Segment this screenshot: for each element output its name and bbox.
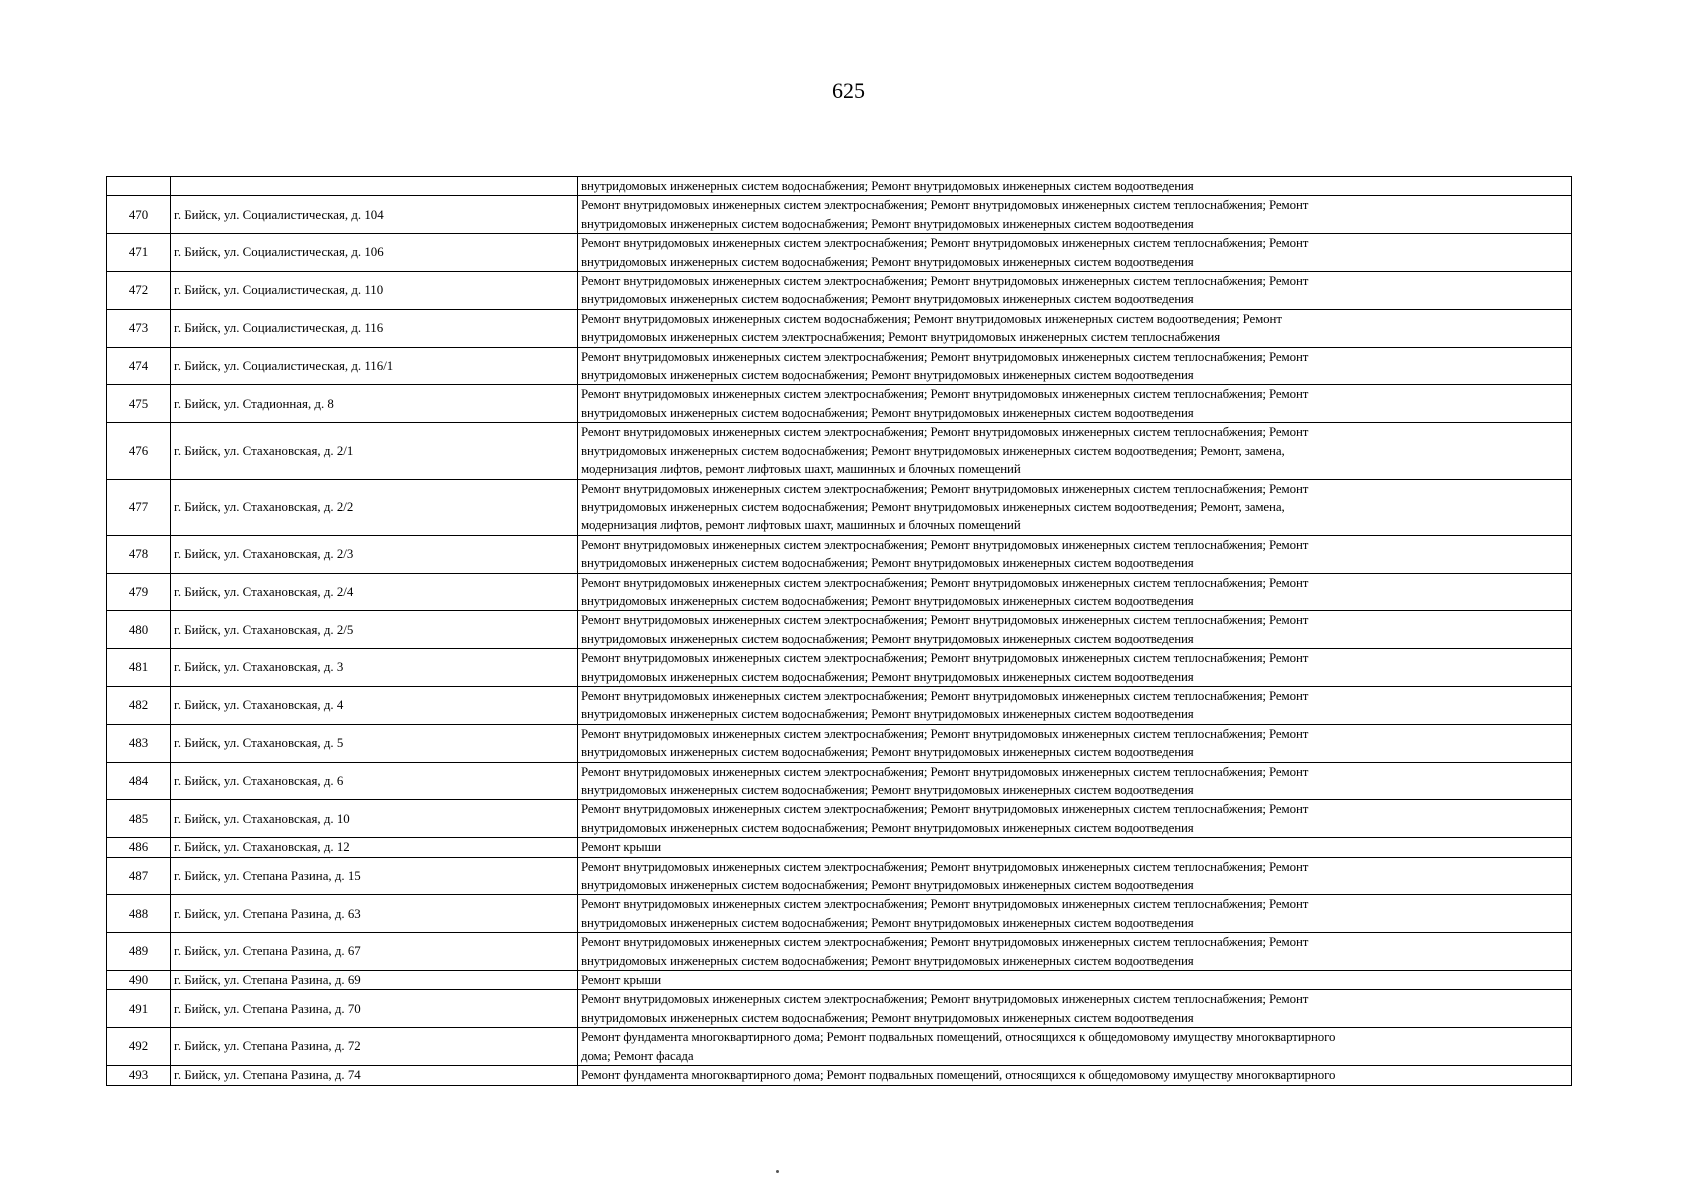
table-row <box>107 971 1572 990</box>
works-cell: Ремонт крыши <box>578 838 1572 857</box>
table-row <box>107 1028 1572 1066</box>
row-number-cell: 487 <box>107 857 171 895</box>
row-number-cell: 474 <box>107 347 171 385</box>
table-row <box>107 272 1572 310</box>
row-number-cell: 477 <box>107 479 171 535</box>
works-cell: Ремонт фундамента многоквартирного дома; Ремонт подвальных помещений, относящихся к общедомовому имуществу многоквартирного <box>578 1066 1572 1085</box>
page-number: 625 <box>832 78 865 103</box>
row-number-cell: 483 <box>107 724 171 762</box>
scan-speck <box>776 1170 779 1173</box>
table-row <box>107 800 1572 838</box>
address-cell: г. Бийск, ул. Стахановская, д. 2/2 <box>171 479 578 535</box>
table-row <box>107 686 1572 724</box>
works-cell: Ремонт внутридомовых инженерных систем электроснабжения; Ремонт внутридомовых инженерных систем теплоснабжения; Ремонт внутридомовых инженерных систем водоснабжения; Ремонт внутридомовых инженерных систем водоотведения <box>578 933 1572 971</box>
table-row <box>107 385 1572 423</box>
row-number-cell: 475 <box>107 385 171 423</box>
address-cell: г. Бийск, ул. Стахановская, д. 3 <box>171 649 578 687</box>
address-cell: г. Бийск, ул. Социалистическая, д. 116/1 <box>171 347 578 385</box>
table-row <box>107 347 1572 385</box>
works-cell: Ремонт фундамента многоквартирного дома; Ремонт подвальных помещений, относящихся к общедомовому имуществу многоквартирного дома; Ремонт фасада <box>578 1028 1572 1066</box>
address-cell: г. Бийск, ул. Стадионная, д. 8 <box>171 385 578 423</box>
table-row <box>107 573 1572 611</box>
address-cell: г. Бийск, ул. Степана Разина, д. 72 <box>171 1028 578 1066</box>
works-cell: Ремонт внутридомовых инженерных систем электроснабжения; Ремонт внутридомовых инженерных систем теплоснабжения; Ремонт внутридомовых инженерных систем водоснабжения; Ремонт внутридомовых инженерных систем водоотведения <box>578 272 1572 310</box>
registry-table-body <box>107 177 1572 1086</box>
table-row <box>107 479 1572 535</box>
row-number-cell: 476 <box>107 423 171 479</box>
works-cell: Ремонт внутридомовых инженерных систем электроснабжения; Ремонт внутридомовых инженерных систем теплоснабжения; Ремонт внутридомовых инженерных систем водоснабжения; Ремонт внутридомовых инженерных систем водоотведения <box>578 611 1572 649</box>
row-number-cell: 480 <box>107 611 171 649</box>
row-number-cell: 481 <box>107 649 171 687</box>
works-cell: Ремонт внутридомовых инженерных систем электроснабжения; Ремонт внутридомовых инженерных систем теплоснабжения; Ремонт внутридомовых инженерных систем водоснабжения; Ремонт внутридомовых инженерных систем водоотведения <box>578 724 1572 762</box>
works-cell: Ремонт внутридомовых инженерных систем водоснабжения; Ремонт внутридомовых инженерных систем водоотведения; Ремонт внутридомовых инженерных систем электроснабжения; Ремонт внутридомовых инженерных систем теплоснабжения <box>578 309 1572 347</box>
row-number-cell: 470 <box>107 196 171 234</box>
row-number-cell: 492 <box>107 1028 171 1066</box>
address-cell: г. Бийск, ул. Стахановская, д. 2/3 <box>171 535 578 573</box>
table-row <box>107 762 1572 800</box>
address-cell: г. Бийск, ул. Степана Разина, д. 63 <box>171 895 578 933</box>
works-cell: Ремонт внутридомовых инженерных систем электроснабжения; Ремонт внутридомовых инженерных систем теплоснабжения; Ремонт внутридомовых инженерных систем водоснабжения; Ремонт внутридомовых инженерных систем водоотведения <box>578 762 1572 800</box>
works-cell: Ремонт внутридомовых инженерных систем электроснабжения; Ремонт внутридомовых инженерных систем теплоснабжения; Ремонт внутридомовых инженерных систем водоснабжения; Ремонт внутридомовых инженерных систем водоотведения <box>578 196 1572 234</box>
table-row <box>107 857 1572 895</box>
row-number-cell: 479 <box>107 573 171 611</box>
table-row <box>107 1066 1572 1085</box>
row-number-cell: 472 <box>107 272 171 310</box>
address-cell: г. Бийск, ул. Стахановская, д. 2/4 <box>171 573 578 611</box>
table-row <box>107 196 1572 234</box>
address-cell: г. Бийск, ул. Стахановская, д. 10 <box>171 800 578 838</box>
address-cell: г. Бийск, ул. Степана Разина, д. 70 <box>171 990 578 1028</box>
address-cell: г. Бийск, ул. Степана Разина, д. 15 <box>171 857 578 895</box>
address-cell: г. Бийск, ул. Стахановская, д. 12 <box>171 838 578 857</box>
works-cell: Ремонт внутридомовых инженерных систем электроснабжения; Ремонт внутридомовых инженерных систем теплоснабжения; Ремонт внутридомовых инженерных систем водоснабжения; Ремонт внутридомовых инженерных систем водоотведения; Ремонт, замена, модернизация лифтов, ремонт лифтовых шахт, машинных и блочных помещений <box>578 423 1572 479</box>
works-cell: Ремонт внутридомовых инженерных систем электроснабжения; Ремонт внутридомовых инженерных систем теплоснабжения; Ремонт внутридомовых инженерных систем водоснабжения; Ремонт внутридомовых инженерных систем водоотведения <box>578 857 1572 895</box>
works-cell: Ремонт внутридомовых инженерных систем электроснабжения; Ремонт внутридомовых инженерных систем теплоснабжения; Ремонт внутридомовых инженерных систем водоснабжения; Ремонт внутридомовых инженерных систем водоотведения <box>578 895 1572 933</box>
works-cell: Ремонт крыши <box>578 971 1572 990</box>
table-row <box>107 309 1572 347</box>
address-cell: г. Бийск, ул. Стахановская, д. 4 <box>171 686 578 724</box>
works-cell: Ремонт внутридомовых инженерных систем электроснабжения; Ремонт внутридомовых инженерных систем теплоснабжения; Ремонт внутридомовых инженерных систем водоснабжения; Ремонт внутридомовых инженерных систем водоотведения <box>578 535 1572 573</box>
table-row <box>107 724 1572 762</box>
row-number-cell: 488 <box>107 895 171 933</box>
address-cell <box>171 177 578 196</box>
works-cell: Ремонт внутридомовых инженерных систем электроснабжения; Ремонт внутридомовых инженерных систем теплоснабжения; Ремонт внутридомовых инженерных систем водоснабжения; Ремонт внутридомовых инженерных систем водоотведения <box>578 347 1572 385</box>
works-cell: Ремонт внутридомовых инженерных систем электроснабжения; Ремонт внутридомовых инженерных систем теплоснабжения; Ремонт внутридомовых инженерных систем водоснабжения; Ремонт внутридомовых инженерных систем водоотведения <box>578 234 1572 272</box>
address-cell: г. Бийск, ул. Социалистическая, д. 116 <box>171 309 578 347</box>
address-cell: г. Бийск, ул. Социалистическая, д. 110 <box>171 272 578 310</box>
address-cell: г. Бийск, ул. Социалистическая, д. 104 <box>171 196 578 234</box>
address-cell: г. Бийск, ул. Степана Разина, д. 74 <box>171 1066 578 1085</box>
table-row <box>107 535 1572 573</box>
address-cell: г. Бийск, ул. Степана Разина, д. 69 <box>171 971 578 990</box>
row-number-cell: 491 <box>107 990 171 1028</box>
table-row <box>107 838 1572 857</box>
table-row <box>107 990 1572 1028</box>
address-cell: г. Бийск, ул. Стахановская, д. 2/5 <box>171 611 578 649</box>
table-row <box>107 423 1572 479</box>
works-cell: Ремонт внутридомовых инженерных систем электроснабжения; Ремонт внутридомовых инженерных систем теплоснабжения; Ремонт внутридомовых инженерных систем водоснабжения; Ремонт внутридомовых инженерных систем водоотведения <box>578 385 1572 423</box>
works-cell: Ремонт внутридомовых инженерных систем электроснабжения; Ремонт внутридомовых инженерных систем теплоснабжения; Ремонт внутридомовых инженерных систем водоснабжения; Ремонт внутридомовых инженерных систем водоотведения <box>578 990 1572 1028</box>
registry-table <box>106 176 1572 1086</box>
works-cell: Ремонт внутридомовых инженерных систем электроснабжения; Ремонт внутридомовых инженерных систем теплоснабжения; Ремонт внутридомовых инженерных систем водоснабжения; Ремонт внутридомовых инженерных систем водоотведения; Ремонт, замена, модернизация лифтов, ремонт лифтовых шахт, машинных и блочных помещений <box>578 479 1572 535</box>
row-number-cell: 473 <box>107 309 171 347</box>
row-number-cell: 485 <box>107 800 171 838</box>
address-cell: г. Бийск, ул. Стахановская, д. 5 <box>171 724 578 762</box>
works-cell: Ремонт внутридомовых инженерных систем электроснабжения; Ремонт внутридомовых инженерных систем теплоснабжения; Ремонт внутридомовых инженерных систем водоснабжения; Ремонт внутридомовых инженерных систем водоотведения <box>578 649 1572 687</box>
row-number-cell: 471 <box>107 234 171 272</box>
works-cell: Ремонт внутридомовых инженерных систем электроснабжения; Ремонт внутридомовых инженерных систем теплоснабжения; Ремонт внутридомовых инженерных систем водоснабжения; Ремонт внутридомовых инженерных систем водоотведения <box>578 686 1572 724</box>
table-row <box>107 611 1572 649</box>
table-row <box>107 933 1572 971</box>
works-cell: Ремонт внутридомовых инженерных систем электроснабжения; Ремонт внутридомовых инженерных систем теплоснабжения; Ремонт внутридомовых инженерных систем водоснабжения; Ремонт внутридомовых инженерных систем водоотведения <box>578 573 1572 611</box>
table-row <box>107 895 1572 933</box>
table-row <box>107 234 1572 272</box>
row-number-cell <box>107 177 171 196</box>
address-cell: г. Бийск, ул. Стахановская, д. 6 <box>171 762 578 800</box>
row-number-cell: 478 <box>107 535 171 573</box>
table-row <box>107 649 1572 687</box>
row-number-cell: 486 <box>107 838 171 857</box>
address-cell: г. Бийск, ул. Социалистическая, д. 106 <box>171 234 578 272</box>
works-cell: Ремонт внутридомовых инженерных систем электроснабжения; Ремонт внутридомовых инженерных систем теплоснабжения; Ремонт внутридомовых инженерных систем водоснабжения; Ремонт внутридомовых инженерных систем водоотведения <box>578 800 1572 838</box>
row-number-cell: 493 <box>107 1066 171 1085</box>
works-cell: внутридомовых инженерных систем водоснабжения; Ремонт внутридомовых инженерных систем водоотведения <box>578 177 1572 196</box>
row-number-cell: 482 <box>107 686 171 724</box>
row-number-cell: 490 <box>107 971 171 990</box>
table-row <box>107 177 1572 196</box>
row-number-cell: 489 <box>107 933 171 971</box>
address-cell: г. Бийск, ул. Стахановская, д. 2/1 <box>171 423 578 479</box>
row-number-cell: 484 <box>107 762 171 800</box>
address-cell: г. Бийск, ул. Степана Разина, д. 67 <box>171 933 578 971</box>
